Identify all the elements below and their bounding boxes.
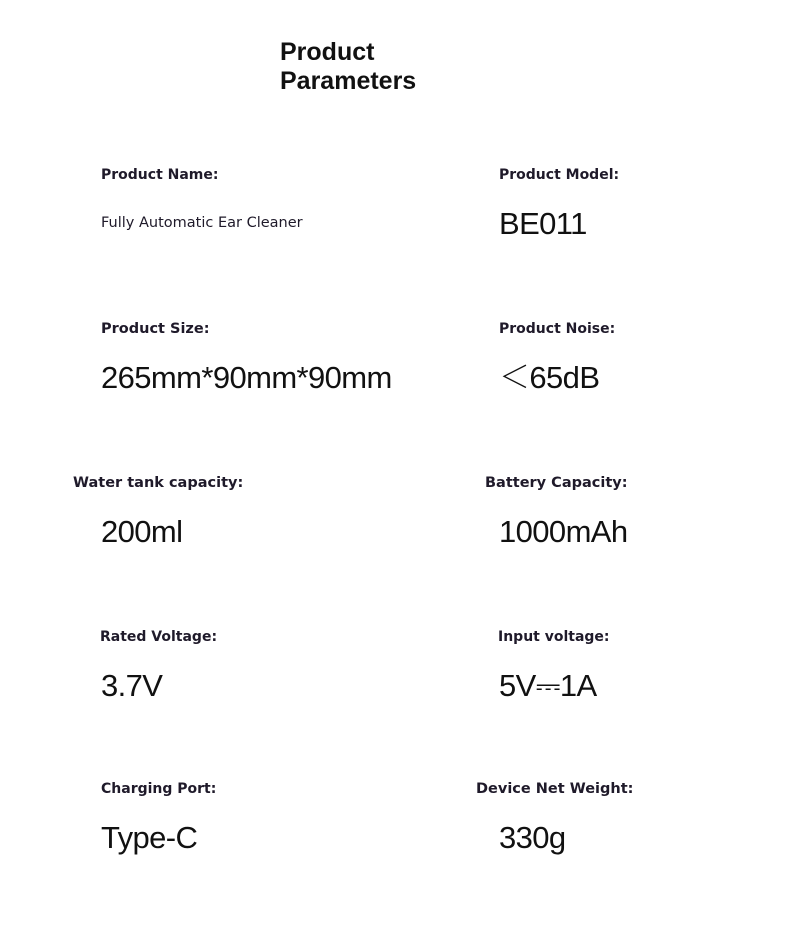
product-model-value: BE011 <box>499 206 587 241</box>
product-name-value: Fully Automatic Ear Cleaner <box>101 215 303 231</box>
product-size-value: 265mm*90mm*90mm <box>101 360 392 395</box>
net-weight-label: Device Net Weight: <box>476 781 634 797</box>
page-title: Product Parameters <box>280 38 417 95</box>
charging-port-value: Type-C <box>101 820 198 855</box>
input-voltage-label: Input voltage: <box>498 629 610 645</box>
charging-port-label: Charging Port: <box>101 781 217 797</box>
product-noise-value: ＜65dB <box>499 360 600 395</box>
water-tank-value: 200ml <box>101 514 183 549</box>
product-model-label: Product Model: <box>499 167 620 183</box>
input-voltage-value: 5V⎓1A <box>499 668 597 703</box>
rated-voltage-label: Rated Voltage: <box>100 629 218 645</box>
product-noise-label: Product Noise: <box>499 321 616 337</box>
product-size-label: Product Size: <box>101 321 210 337</box>
rated-voltage-value: 3.7V <box>101 668 163 703</box>
product-name-label: Product Name: <box>101 167 219 183</box>
battery-capacity-label: Battery Capacity: <box>485 475 628 491</box>
water-tank-label: Water tank capacity: <box>73 475 244 491</box>
net-weight-value: 330g <box>499 820 566 855</box>
battery-capacity-value: 1000mAh <box>499 514 628 549</box>
